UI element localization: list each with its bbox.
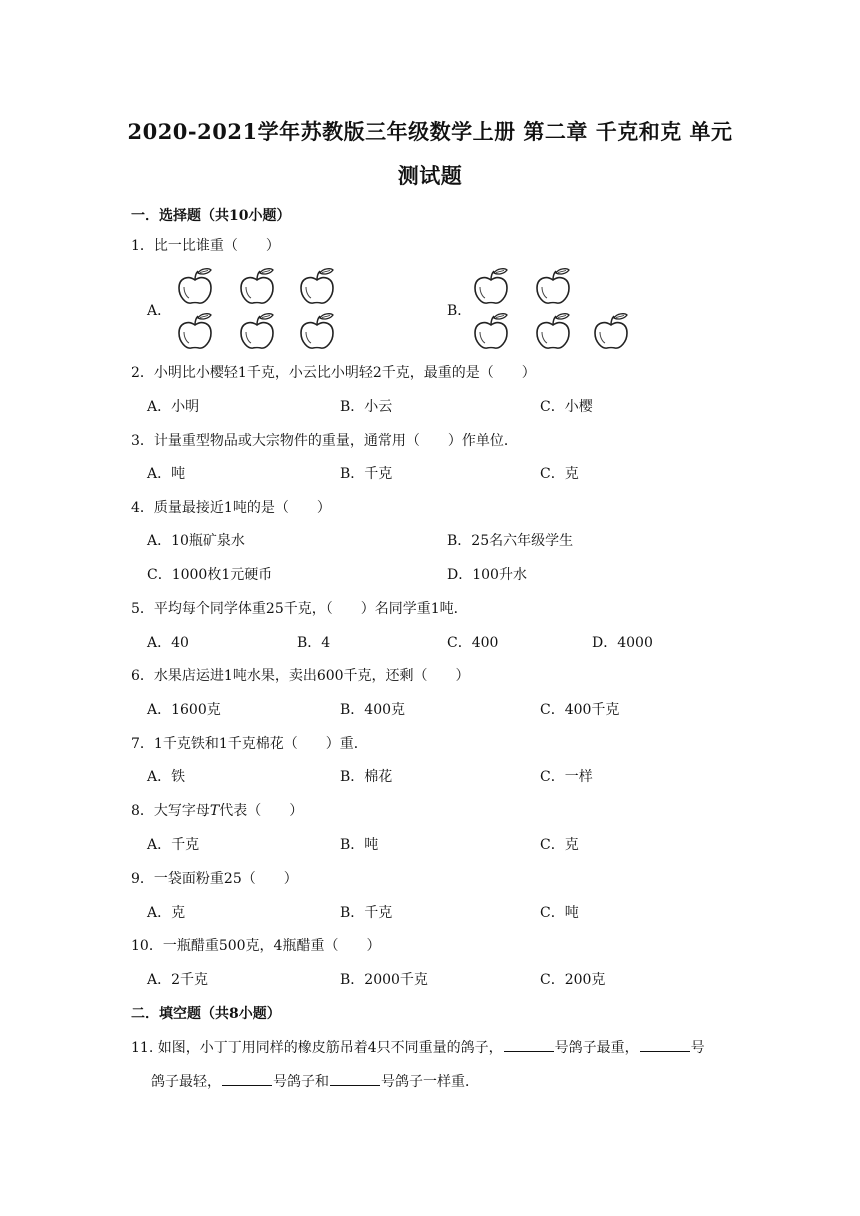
question-6-option-b: B．400克 bbox=[340, 702, 406, 718]
question-9-option-c: C．吨 bbox=[540, 905, 579, 921]
answer-blank-1[interactable] bbox=[504, 1037, 554, 1052]
question-8-option-a: A．千克 bbox=[147, 837, 200, 853]
question-1-option-a: A． bbox=[147, 303, 172, 319]
question-5-option-d: D．4000 bbox=[592, 635, 653, 651]
question-8-letter: T bbox=[209, 803, 220, 819]
question-8-text-post: 代表（ ） bbox=[219, 803, 304, 819]
answer-blank-2[interactable] bbox=[640, 1037, 690, 1052]
question-8-option-c: C．克 bbox=[540, 837, 579, 853]
question-2-option-a: A．小明 bbox=[147, 399, 200, 415]
page-title-line1: 2020-2021学年苏教版三年级数学上册 第二章 千克和克 单元 bbox=[127, 119, 733, 144]
question-6-option-c: C．400千克 bbox=[540, 702, 620, 718]
question-8-text-pre: 8．大写字母 bbox=[131, 803, 210, 819]
question-10: 10．一瓶醋重500克，4瓶醋重（ ） bbox=[131, 938, 381, 954]
section-heading-choice: 一．选择题（共10小题） bbox=[131, 208, 291, 224]
question-3-option-b: B．千克 bbox=[340, 466, 393, 482]
question-11-text-2: 号鸽子最重， bbox=[554, 1040, 639, 1056]
question-4-option-a: A．10瓶矿泉水 bbox=[147, 533, 245, 549]
question-3-option-a: A．吨 bbox=[147, 466, 186, 482]
question-5-option-c: C．400 bbox=[447, 635, 499, 651]
question-7: 7．1千克铁和1千克棉花（ ）重． bbox=[131, 736, 368, 752]
question-2: 2．小明比小樱轻1千克，小云比小明轻2千克，最重的是（ ） bbox=[131, 365, 536, 381]
question-9: 9．一袋面粉重25（ ） bbox=[131, 871, 298, 887]
question-1-option-b-apples bbox=[472, 265, 642, 353]
question-10-option-b: B．2000千克 bbox=[340, 972, 428, 988]
apple-icon bbox=[472, 267, 510, 307]
question-5-option-b: B．4 bbox=[297, 635, 331, 651]
question-11-text-3: 号 bbox=[690, 1040, 705, 1056]
question-1: 1．比一比谁重（ ） bbox=[131, 238, 280, 254]
question-1-option-b: B． bbox=[447, 303, 472, 319]
question-7-option-c: C．一样 bbox=[540, 769, 593, 785]
question-4-option-c: C．1000枚1元硬币 bbox=[147, 567, 273, 583]
question-11-text-1: 11. 如图，小丁丁用同样的橡皮筋吊着4只不同重量的鸽子， bbox=[131, 1040, 503, 1056]
apple-icon bbox=[472, 312, 510, 352]
apple-icon bbox=[298, 312, 336, 352]
question-10-option-c: C．200克 bbox=[540, 972, 606, 988]
question-6-option-a: A．1600克 bbox=[147, 702, 221, 718]
question-6: 6．水果店运进1吨水果，卖出600千克，还剩（ ） bbox=[131, 668, 470, 684]
question-4-option-b: B．25名六年级学生 bbox=[447, 533, 574, 549]
question-1-option-a-apples bbox=[176, 265, 346, 353]
question-3-option-c: C．克 bbox=[540, 466, 579, 482]
question-2-option-c: C．小樱 bbox=[540, 399, 593, 415]
apple-icon bbox=[238, 267, 276, 307]
question-11-text-5: 号鸽子和 bbox=[273, 1074, 329, 1090]
question-8 bbox=[131, 800, 303, 820]
question-9-option-b: B．千克 bbox=[340, 905, 393, 921]
question-4: 4．质量最接近1吨的是（ ） bbox=[131, 500, 331, 516]
apple-icon bbox=[534, 267, 572, 307]
apple-icon bbox=[238, 312, 276, 352]
apple-icon bbox=[592, 312, 630, 352]
question-11-text-6: 号鸽子一样重． bbox=[381, 1074, 479, 1090]
question-3: 3．计量重型物品或大宗物件的重量，通常用（ ）作单位． bbox=[131, 433, 518, 449]
question-5-option-a: A．40 bbox=[147, 635, 189, 651]
question-11-text-4: 鸽子最轻， bbox=[151, 1074, 221, 1090]
section-heading-fill: 二．填空题（共8小题） bbox=[131, 1006, 281, 1022]
question-8-option-b: B．吨 bbox=[340, 837, 379, 853]
question-11-line1 bbox=[131, 1037, 705, 1057]
apple-icon bbox=[176, 267, 214, 307]
question-11-line2 bbox=[151, 1071, 479, 1091]
apple-icon bbox=[298, 267, 336, 307]
answer-blank-3[interactable] bbox=[222, 1071, 272, 1086]
question-5: 5．平均每个同学体重25千克，（ ）名同学重1吨． bbox=[131, 601, 468, 617]
question-7-option-a: A．铁 bbox=[147, 769, 186, 785]
question-7-option-b: B．棉花 bbox=[340, 769, 393, 785]
apple-icon bbox=[176, 312, 214, 352]
question-4-option-d: D．100升水 bbox=[447, 567, 527, 583]
question-9-option-a: A．克 bbox=[147, 905, 186, 921]
answer-blank-4[interactable] bbox=[330, 1071, 380, 1086]
page-title-line2: 测试题 bbox=[397, 163, 463, 188]
question-2-option-b: B．小云 bbox=[340, 399, 393, 415]
question-10-option-a: A．2千克 bbox=[147, 972, 209, 988]
apple-icon bbox=[534, 312, 572, 352]
